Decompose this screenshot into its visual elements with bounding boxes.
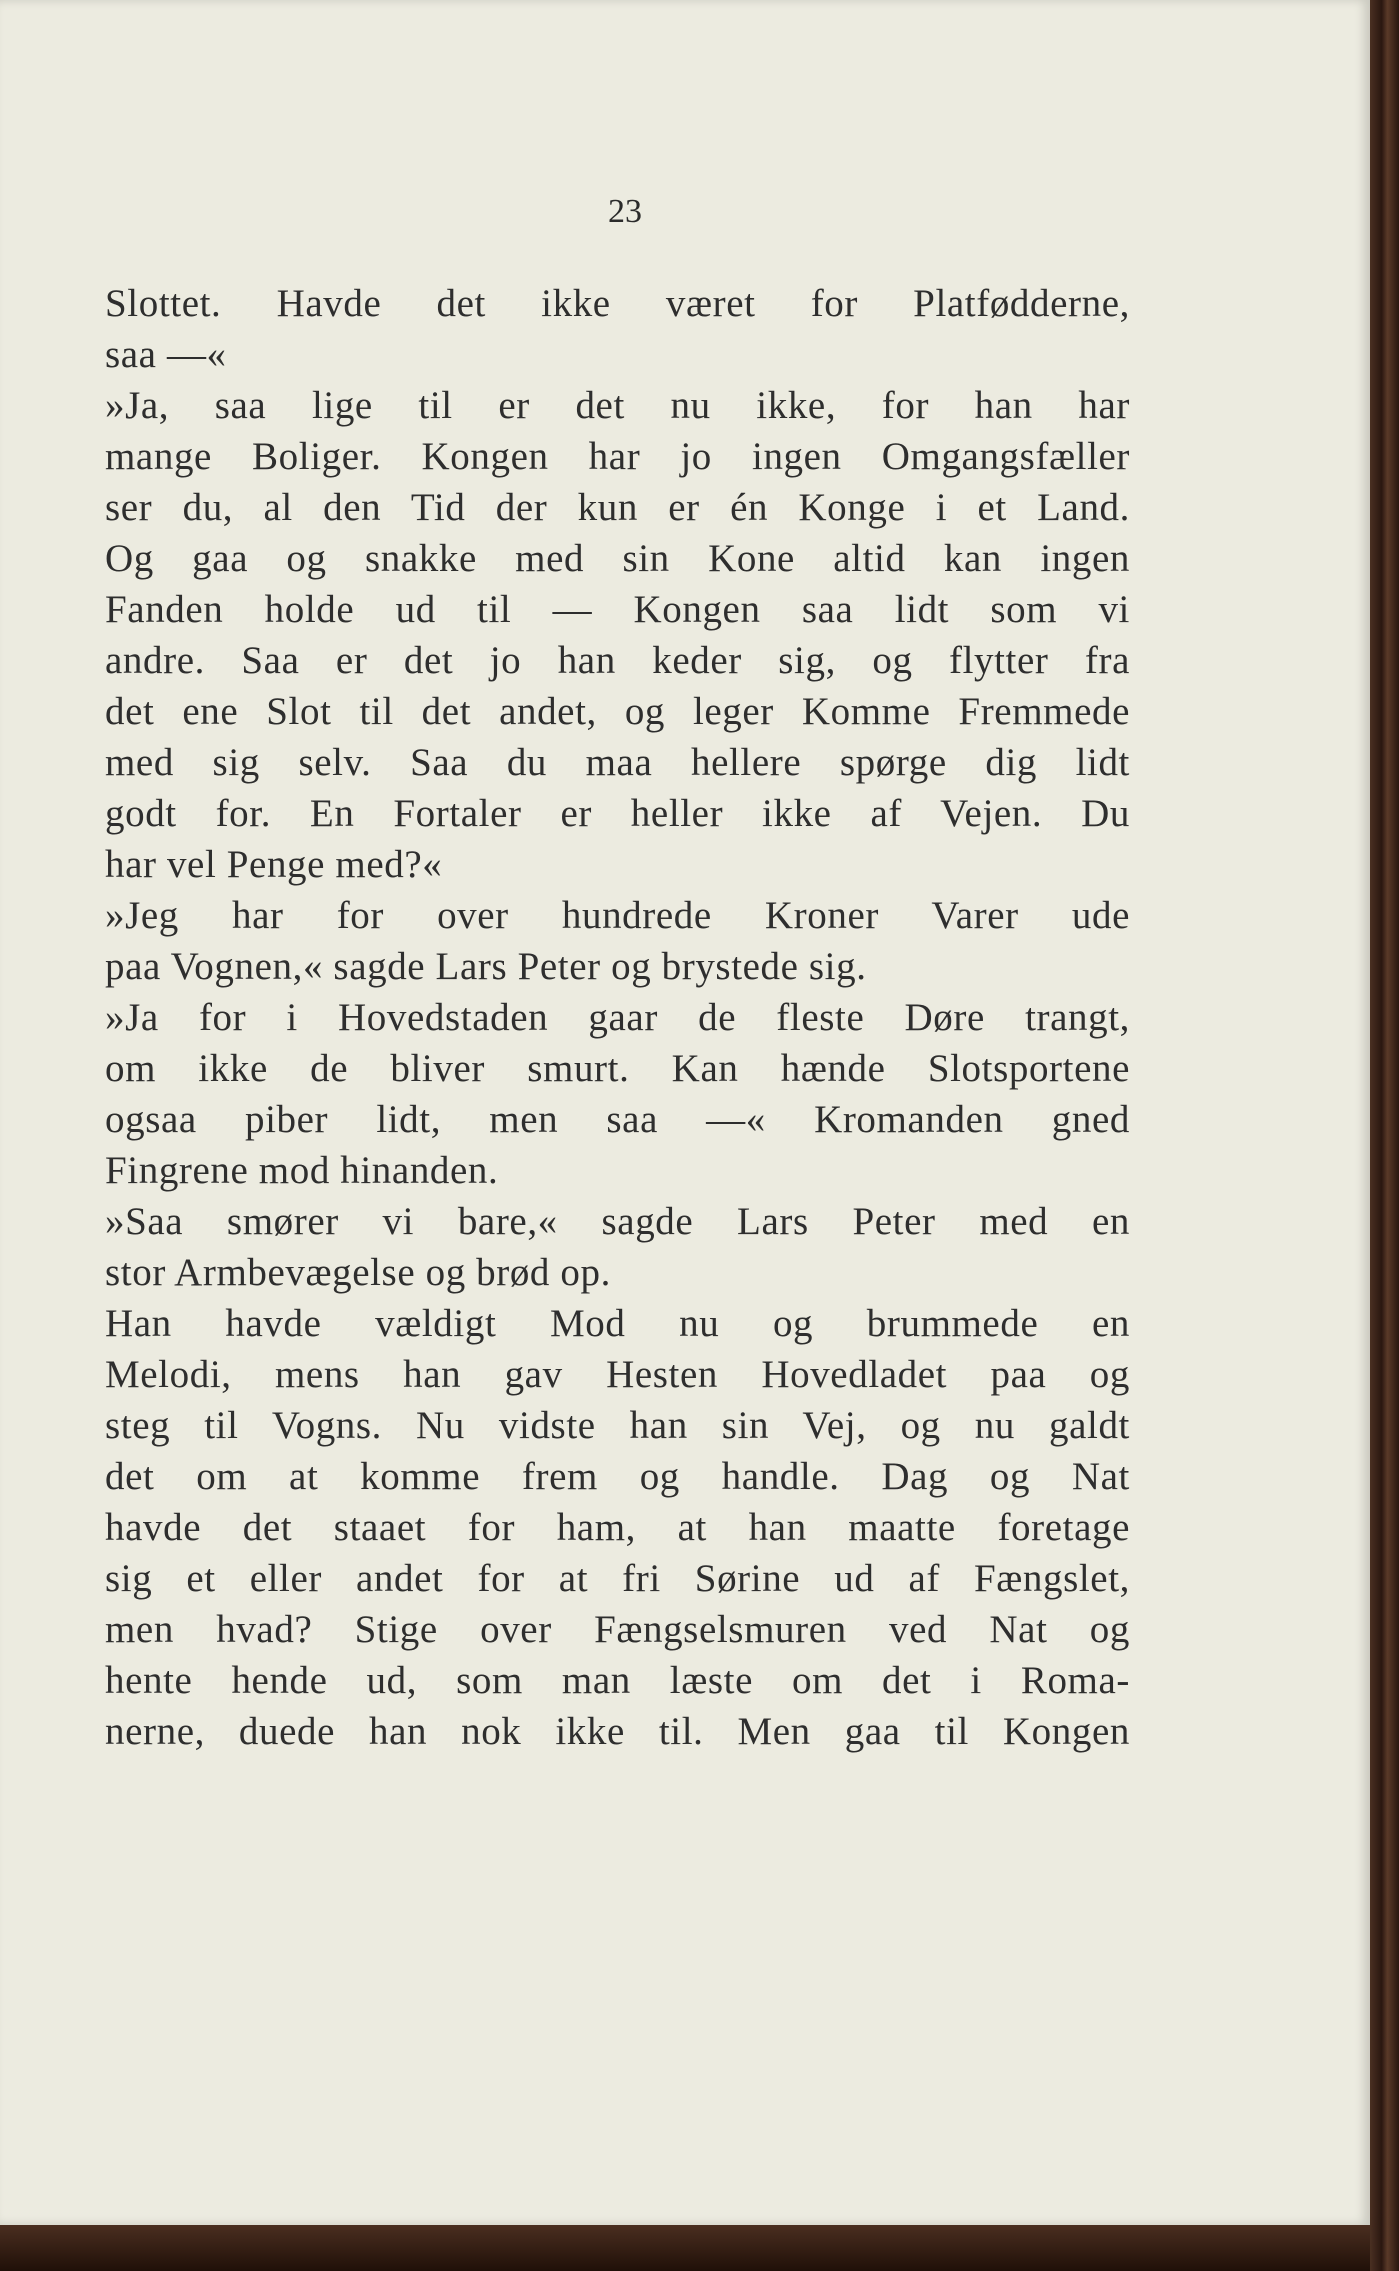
- text-line: Fingrene mod hinanden.: [105, 1149, 499, 1192]
- text-line: om ikke de bliver smurt. Kan hænde Slotsportene: [105, 1047, 1130, 1090]
- text-line: andre. Saa er det jo han keder sig, og flytter fra: [105, 639, 1130, 682]
- book-bottom-edge: [0, 2225, 1370, 2271]
- text-line: Melodi, mens han gav Hesten Hovedladet paa og: [105, 1353, 1130, 1396]
- text-line: »Ja, saa lige til er det nu ikke, for han har: [105, 384, 1130, 427]
- text-line: »Jeg har for over hundrede Kroner Varer ude: [105, 894, 1130, 937]
- text-line: paa Vognen,« sagde Lars Peter og brystede sig.: [105, 945, 867, 988]
- text-line: »Ja for i Hovedstaden gaar de fleste Døre trangt,: [105, 996, 1130, 1039]
- text-line: Han havde vældigt Mod nu og brummede en: [105, 1302, 1130, 1345]
- text-line: Fanden holde ud til — Kongen saa lidt som vi: [105, 588, 1130, 631]
- text-line: ser du, al den Tid der kun er én Konge i et Land.: [105, 486, 1130, 529]
- text-line: steg til Vogns. Nu vidste han sin Vej, og nu galdt: [105, 1404, 1130, 1447]
- text-line: Slottet. Havde det ikke været for Platfødderne,: [105, 282, 1130, 325]
- text-line: »Saa smører vi bare,« sagde Lars Peter med en: [105, 1200, 1130, 1243]
- text-line: saa —«: [105, 333, 227, 376]
- text-line: men hvad? Stige over Fængselsmuren ved Nat og: [105, 1608, 1130, 1651]
- text-line: godt for. En Fortaler er heller ikke af Vejen. Du: [105, 792, 1130, 835]
- text-line: mange Boliger. Kongen har jo ingen Omgangsfæller: [105, 435, 1130, 478]
- text-line: det ene Slot til det andet, og leger Komme Fremmede: [105, 690, 1130, 733]
- text-line: hente hende ud, som man læste om det i Roma-: [105, 1659, 1130, 1702]
- text-line: stor Armbevægelse og brød op.: [105, 1251, 611, 1294]
- text-line: det om at komme frem og handle. Dag og Nat: [105, 1455, 1130, 1498]
- text-line: Og gaa og snakke med sin Kone altid kan ingen: [105, 537, 1130, 580]
- book-spine-edge: [1370, 0, 1399, 2271]
- text-line: ogsaa piber lidt, men saa —« Kromanden gned: [105, 1098, 1130, 1141]
- text-line: sig et eller andet for at fri Sørine ud af Fængslet,: [105, 1557, 1130, 1600]
- page-number: 23: [608, 193, 642, 230]
- text-line: nerne, duede han nok ikke til. Men gaa til Kongen: [105, 1710, 1130, 1753]
- text-line: havde det staaet for ham, at han maatte foretage: [105, 1506, 1130, 1549]
- text-line: har vel Penge med?«: [105, 843, 443, 886]
- body-text: [105, 278, 1130, 1757]
- text-line: med sig selv. Saa du maa hellere spørge dig lidt: [105, 741, 1130, 784]
